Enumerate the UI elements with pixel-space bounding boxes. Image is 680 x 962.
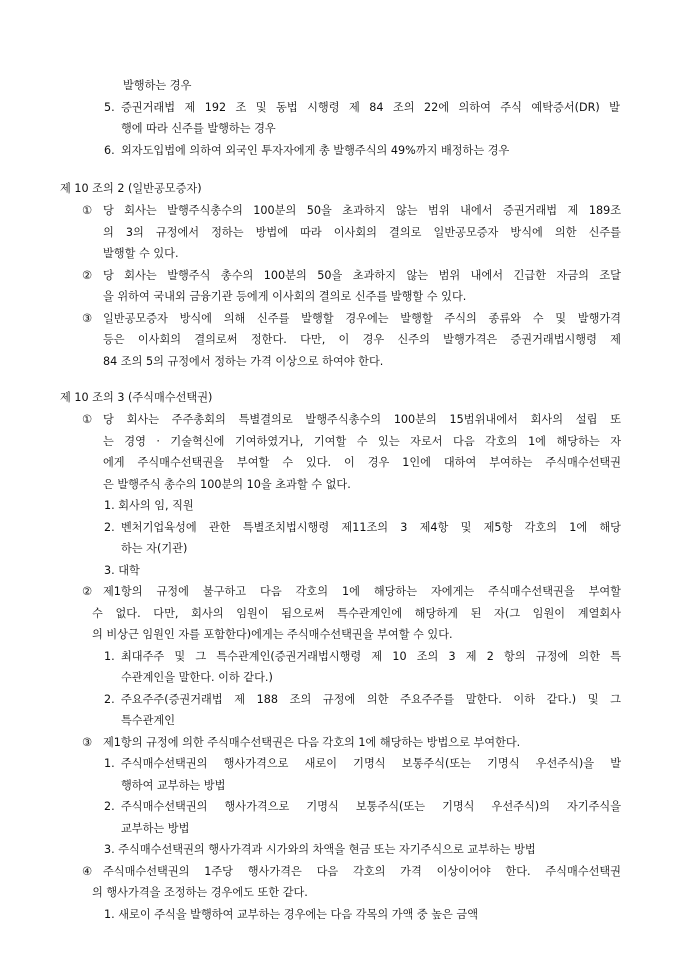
paragraph-text: 당 회사는 주주총회의 특별결의로 발행주식총수의 100분의 15범위내에서 회사의 설립 또	[103, 413, 621, 426]
item-text: 벤처기업육성에 관한 특별조치법시행령 제11조의 3 제4항 및 제5항 각호의 1에 해당	[121, 521, 621, 534]
paragraph-text: 의 3의 규정에서 정하는 방법에 따라 이사회의 결의로 일반공모증자 방식에 의한 신주를	[103, 226, 621, 239]
paragraph-text: 에게 주식매수선택권을 부여할 수 있다. 이 경우 1인에 대하여 부여하는 주식매수선택권	[103, 456, 621, 469]
paragraph-text: 84 조의 5의 규정에서 정하는 가격 이상으로 하여야 한다.	[103, 355, 384, 368]
paragraph-text: 의 행사가격을 조정하는 경우에도 또한 같다.	[92, 886, 308, 899]
item-text: 하는 자(기관)	[121, 542, 188, 555]
item-text: 교부하는 방법	[121, 822, 190, 835]
item-number: 1.	[104, 650, 115, 663]
paragraph-marker: ④	[82, 865, 93, 878]
continued-line: 발행하는 경우	[123, 79, 192, 92]
paragraph-text: 수 없다. 다만, 회사의 임원이 됨으로써 특수관계인에 해당하게 된 자(그 임원이 계열회사	[92, 607, 621, 620]
paragraph-marker: ①	[82, 413, 93, 426]
item-text: 외자도입법에 의하여 외국인 투자자에게 총 발행주식의 49%까지 배정하는 경우	[121, 144, 510, 157]
paragraph-marker: ③	[82, 736, 93, 749]
paragraph-text: 은 발행주식 총수의 100분의 10을 초과할 수 없다.	[103, 478, 351, 491]
paragraph-text: 는 경영 · 기술혁신에 기여하였거나, 기여할 수 있는 자로서 다음 각호의 1에 해당하는 자	[103, 435, 621, 448]
paragraph-text: 발행할 수 있다.	[103, 247, 179, 260]
item-number: 2.	[104, 800, 115, 813]
paragraph-text: 제1항의 규정에 불구하고 다음 각호의 1에 해당하는 자에게는 주식매수선택권을 부여할	[103, 585, 621, 598]
paragraph-text: 등은 이사회의 결의로써 정한다. 다만, 이 경우 신주의 발행가격은 증권거래법시행령 제	[103, 333, 621, 346]
list-item: 1. 새로이 주식을 발행하여 교부하는 경우에는 다음 각목의 가액 중 높은 금액	[104, 908, 479, 921]
item-text: 증권거래법 제 192 조 및 동법 시행령 제 84 조의 22에 의하여 주식 예탁증서(DR) 발	[121, 101, 620, 114]
item-text: 행에 따라 신주를 발행하는 경우	[121, 122, 276, 135]
item-text: 최대주주 및 그 특수관계인(증권거래법시행령 제 10 조의 3 제 2 항의 규정에 의한 특	[121, 650, 621, 663]
paragraph-marker: ③	[82, 312, 93, 325]
item-text: 행하여 교부하는 방법	[121, 779, 226, 792]
paragraph-text: 일반공모증자 방식에 의해 신주를 발행할 경우에는 발행할 주식의 종류와 수 및 발행가격	[103, 312, 621, 325]
paragraph-text: 의 비상근 임원인 자를 포함한다)에게는 주식매수선택권을 부여할 수 있다.	[92, 628, 453, 641]
paragraph-text: 제1항의 규정에 의한 주식매수선택권은 다음 각호의 1에 해당하는 방법으로 부여한다.	[103, 736, 521, 749]
item-text: 주요주주(증권거래법 제 188 조의 규정에 의한 주요주주를 말한다. 이하 같다.) 및 그	[121, 693, 621, 706]
paragraph-marker: ②	[82, 585, 93, 598]
paragraph-text: 주식매수선택권의 1주당 행사가격은 다음 각호의 가격 이상이어야 한다. 주식매수선택권	[103, 865, 621, 878]
list-item: 1. 회사의 임, 직원	[104, 499, 194, 512]
list-item: 3. 주식매수선택권의 행사가격과 시가와의 차액을 현금 또는 자기주식으로 교부하는 방법	[104, 843, 536, 856]
item-text: 특수관계인	[121, 714, 176, 727]
paragraph-text: 을 위하여 국내외 금융기관 등에게 이사회의 결의로 신주를 발행할 수 있다.	[103, 290, 467, 303]
item-text: 주식매수선택권의 행사가격으로 기명식 보통주식(또는 기명식 우선주식)의 자기주식을	[121, 800, 621, 813]
paragraph-marker: ①	[82, 204, 93, 217]
item-number: 2.	[104, 521, 115, 534]
paragraph-marker: ②	[82, 269, 93, 282]
item-text: 주식매수선택권의 행사가격으로 새로이 기명식 보통주식(또는 기명식 우선주식)을 발	[121, 757, 621, 770]
article-heading: 제 10 조의 2 (일반공모증자)	[60, 182, 202, 195]
item-number: 6.	[104, 144, 115, 157]
item-number: 1.	[104, 757, 115, 770]
item-number: 5.	[104, 101, 115, 114]
item-number: 2.	[104, 693, 115, 706]
paragraph-text: 당 회사는 발행주식총수의 100분의 50을 초과하지 않는 범위 내에서 증권거래법 제 189조	[103, 204, 621, 217]
article-heading: 제 10 조의 3 (주식매수선택권)	[60, 391, 213, 404]
paragraph-text: 당 회사는 발행주식 총수의 100분의 50을 초과하지 않는 범위 내에서 긴급한 자금의 조달	[103, 269, 621, 282]
item-text: 수관계인을 말한다. 이하 같다.)	[121, 671, 273, 684]
list-item: 3. 대학	[104, 564, 140, 577]
